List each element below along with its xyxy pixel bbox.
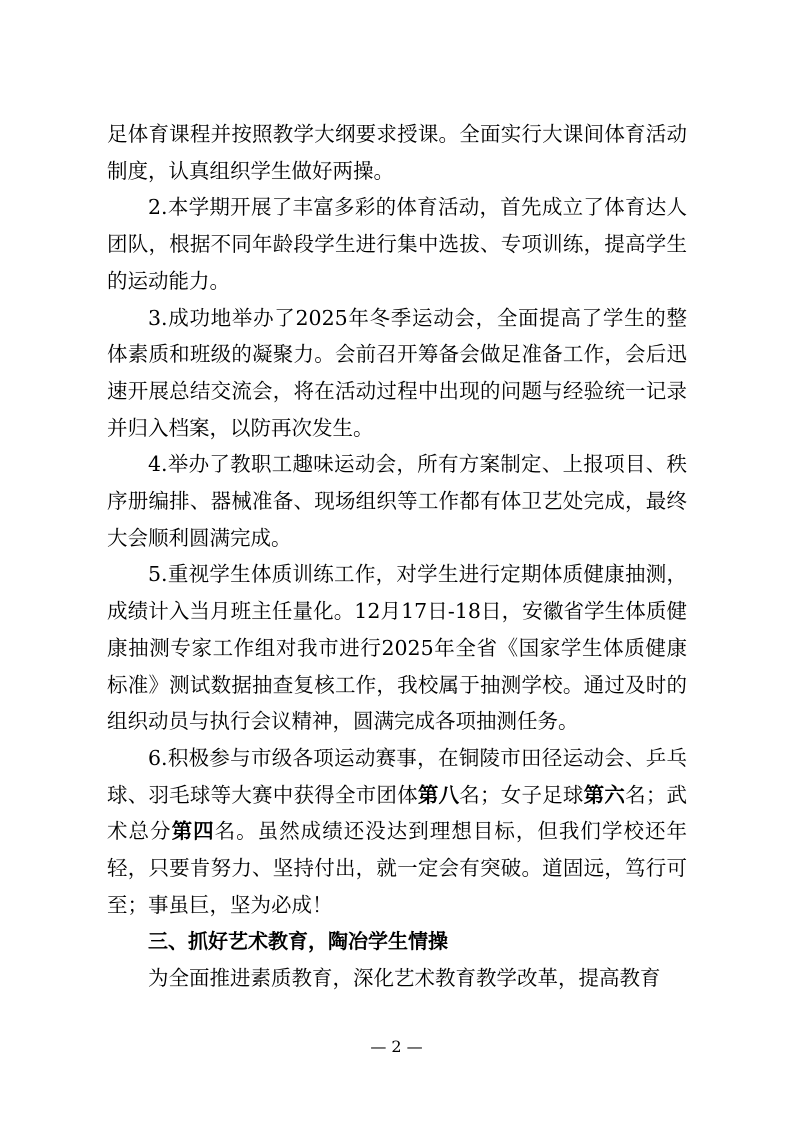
paragraph-text: 2.本学期开展了丰富多彩的体育活动，首先成立了体育达人团队，根据不同年龄段学生进行集中选拔、专项训练，提高学生的运动能力。 (107, 195, 687, 293)
paragraph-text: 名；武术总分 (107, 782, 688, 844)
emphasized-text: 第四 (171, 819, 215, 844)
paragraph-text: 名；女子足球 (459, 782, 584, 807)
page-content (107, 116, 687, 997)
paragraph-text: 5.重视学生体质训练工作，对学生进行定期体质健康抽测，成绩计入当月班主任量化。12月17日-18日，安徽省学生体质健康抽测专家工作组对我市进行2025年全省《国家学生体质健康标准》测试数据抽查复核工作，我校属于抽测学校。通过及时的组织动员与执行会议精神，圆满完成各项抽测任务。 (107, 562, 687, 734)
emphasized-text: 第六 (583, 782, 626, 807)
paragraph-text: 足体育课程并按照教学大纲要求授课。全面实行大课间体育活动制度，认真组织学生做好两操。 (107, 122, 687, 183)
body-paragraph (107, 740, 687, 924)
paragraph-text: 名。虽然成绩还没达到理想目标，但我们学校还年轻，只要肯努力、坚持付出，就一定会有突破。道固远，笃行可至；事虽巨，坚为必成！ (107, 819, 688, 917)
closing-paragraph: 为全面推进素质教育，深化艺术教育教学改革，提高教育 (148, 966, 661, 991)
page-number: — 2 — (370, 1037, 423, 1056)
body-paragraph (107, 116, 687, 189)
body-paragraph (107, 300, 687, 447)
body-paragraph (107, 189, 687, 299)
body-paragraph (107, 446, 687, 556)
paragraph-text: 4.举办了教职工趣味运动会，所有方案制定、上报项目、秩序册编排、器械准备、现场组织等工作都有体卫艺处完成，最终大会顺利圆满完成。 (107, 452, 687, 550)
body-paragraphs (107, 116, 687, 923)
body-paragraph (107, 556, 687, 740)
section-heading: 三、抓好艺术教育，陶冶学生情操 (148, 929, 448, 954)
paragraph-text: 6.积极参与市级各项运动赛事，在铜陵市田径运动会、乒乓球、羽毛球等大赛中获得全市团体 (107, 745, 687, 807)
paragraph-text: 3.成功地举办了2025年冬季运动会，全面提高了学生的整体素质和班级的凝聚力。会前召开筹备会做足准备工作，会后迅速开展总结交流会，将在活动过程中出现的问题与经验统一记录并归入档案，以防再次发生。 (107, 305, 687, 440)
emphasized-text: 第八 (417, 782, 460, 807)
